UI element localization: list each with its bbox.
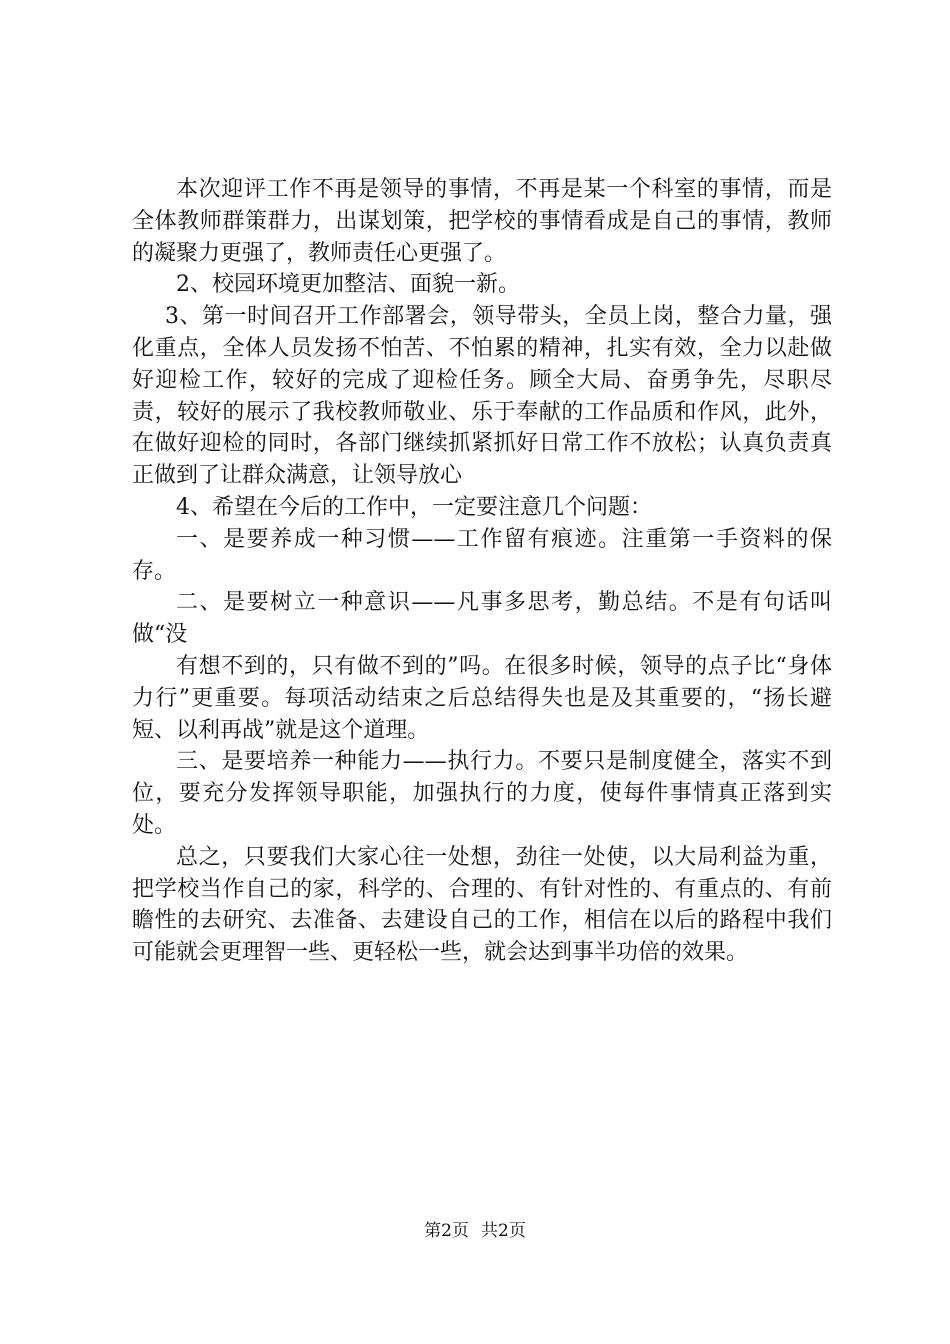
paragraph: 3、第一时间召开工作部署会，领导带头，全员上岗，整合力量，强化重点，全体人员发扬不怕苦、不怕累的精神，扎实有效，全力以赴做好迎检工作，较好的完成了迎检任务。顾全大局、奋勇争先，尽职尽责，较好的展示了我校教师敬业、乐于奉献的工作品质和作风，此外，在做好迎检的同时，各部门继续抓紧抓好日常工作不放松；认真负责真正做到了让群众满意，让领导放心 [132, 304, 832, 489]
paragraph: 4、希望在今后的工作中，一定要注意几个问题： [176, 494, 652, 520]
paragraph: 本次迎评工作不再是领导的事情，不再是某一个科室的事情，而是全体教师群策群力，出谋划策，把学校的事情看成是自己的事情，教师的凝聚力更强了，教师责任心更强了。 [132, 177, 832, 266]
paragraph: 三、是要培养一种能力——执行力。不要只是制度健全，落实不到位，要充分发挥领导职能，加强执行的力度，使每件事情真正落到实处。 [132, 749, 832, 838]
paragraph: 一、是要养成一种习惯——工作留有痕迹。注重第一手资料的保存。 [132, 526, 832, 584]
paragraph: 总之，只要我们大家心往一处想，劲往一处使，以大局利益为重，把学校当作自己的家，科学的、合理的、有针对性的、有重点的、有前瞻性的去研究、去准备、去建设自己的工作，相信在以后的路程中我们可能就会更理智一些、更轻松一些，就会达到事半功倍的效果。 [132, 844, 832, 966]
page-total: 共2页 [481, 1221, 526, 1241]
paragraph: 2、校园环境更加整洁、面貌一新。 [176, 272, 520, 298]
page-number: 第2页 [424, 1221, 469, 1241]
document-body [132, 174, 832, 969]
paragraph: 有想不到的，只有做不到的”吗。在很多时候，领导的点子比“身体力行”更重要。每项活动结束之后总结得失也是及其重要的，“扬长避短、以利再战”就是这个道理。 [132, 653, 832, 743]
page-footer [0, 1216, 950, 1241]
paragraph: 二、是要树立一种意识——凡事多思考，勤总结。不是有句话叫做“没 [132, 590, 832, 648]
